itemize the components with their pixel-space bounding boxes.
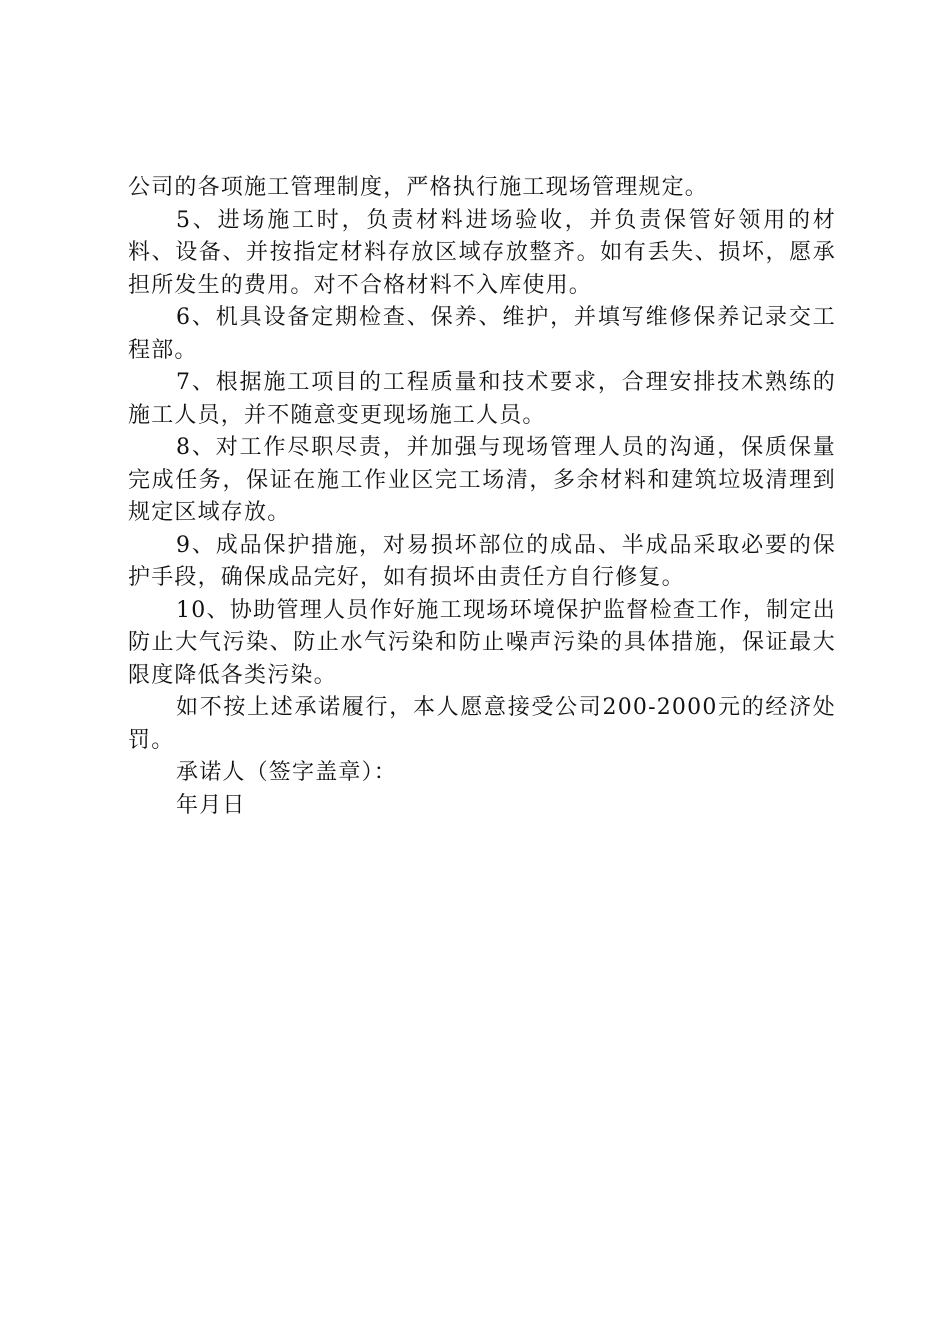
- paragraph-item-10: 10、协助管理人员作好施工现场环境保护监督检查工作，制定出防止大气污染、防止水气污染和防止噪声污染的具体措施，保证最大限度降低各类污染。: [128, 597, 836, 688]
- signature-line: 承诺人（签字盖章）：: [176, 760, 398, 785]
- paragraph-continuation: 公司的各项施工管理制度，严格执行施工现场管理规定。: [128, 175, 709, 200]
- date-line: 年月日: [176, 792, 246, 818]
- paragraph-item-5: 5、进场施工时，负责材料进场验收，并负责保管好领用的材料、设备、并按指定材料存放区域存放整齐。如有丢失、损坏，愿承担所发生的费用。对不合格材料不入库使用。: [128, 207, 836, 298]
- document-page: [128, 172, 836, 822]
- paragraph-penalty: 如不按上述承诺履行，本人愿意接受公司200-2000元的经济处罚。: [128, 695, 836, 753]
- paragraph-item-9: 9、成品保护措施，对易损坏部位的成品、半成品采取必要的保护手段，确保成品完好，如有损坏由责任方自行修复。: [128, 532, 836, 590]
- paragraph-item-7: 7、根据施工项目的工程质量和技术要求，合理安排技术熟练的施工人员，并不随意变更现场施工人员。: [128, 370, 836, 428]
- paragraph-item-6: 6、机具设备定期检查、保养、维护，并填写维修保养记录交工程部。: [128, 305, 836, 363]
- paragraph-item-8: 8、对工作尽职尽责，并加强与现场管理人员的沟通，保质保量完成任务，保证在施工作业区完工场清，多余材料和建筑垃圾清理到规定区域存放。: [128, 435, 836, 525]
